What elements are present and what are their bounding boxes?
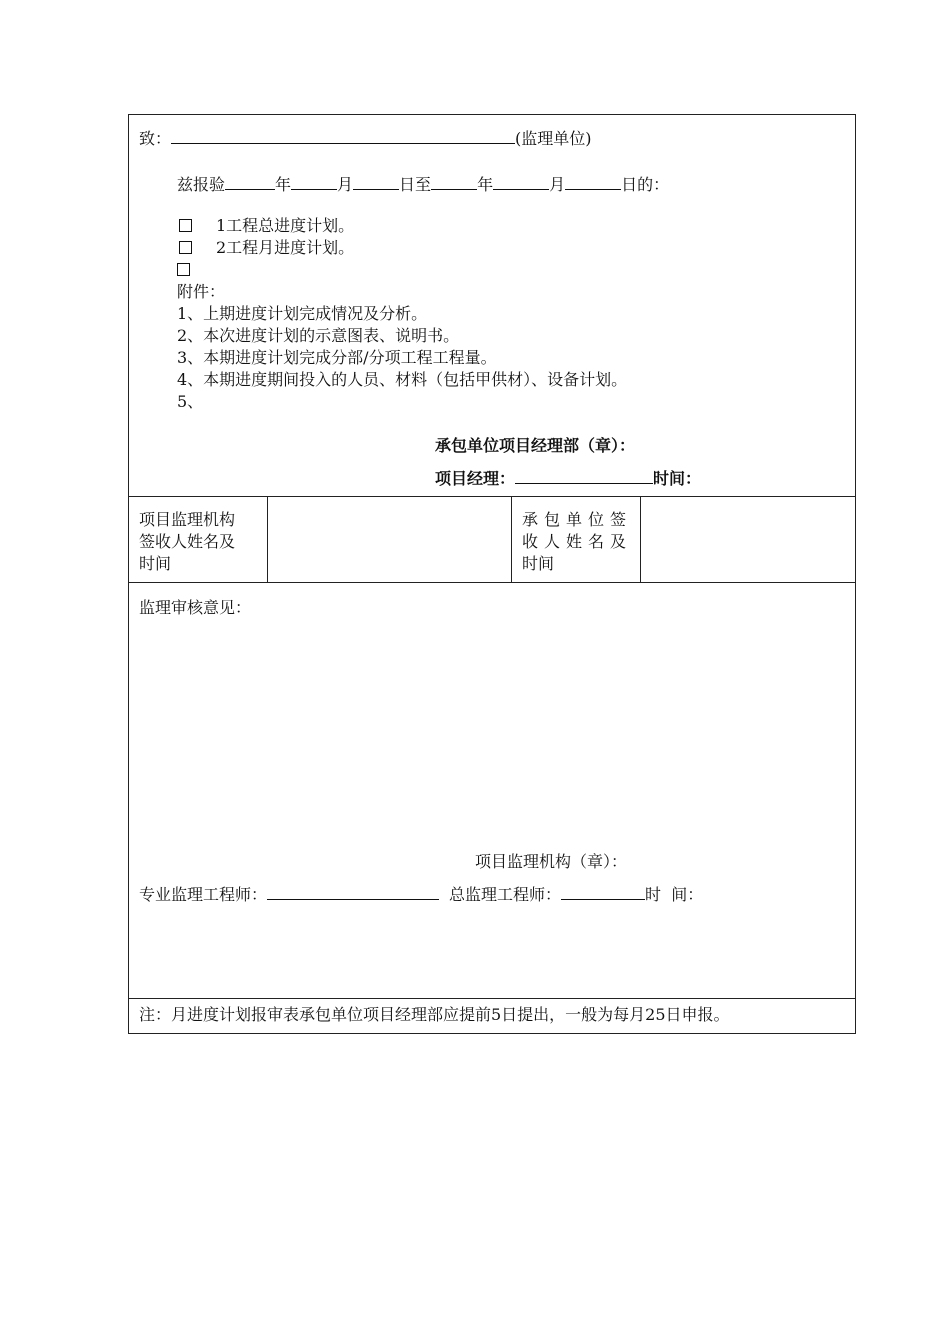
signature-line: 专业监理工程师： 总监理工程师： 时 间：	[139, 885, 704, 904]
checkbox-icon[interactable]	[177, 263, 190, 276]
to-label: 致：	[139, 129, 172, 148]
org-stamp-label: 项目监理机构（章）：	[475, 852, 628, 871]
note-section	[129, 999, 855, 1033]
to-suffix: (监理单位)	[515, 129, 592, 148]
option-total-plan[interactable]: 1工程总进度计划。	[179, 215, 354, 237]
project-manager-field[interactable]	[515, 467, 653, 484]
report-period-line: 兹报验 年 月 日至 年 月 日的：	[177, 175, 670, 194]
from-day-field[interactable]	[353, 173, 399, 190]
review-title: 监理审核意见：	[139, 598, 252, 617]
specialist-engineer-field[interactable]	[267, 883, 439, 900]
supervision-receiver-field[interactable]	[268, 497, 512, 582]
contractor-receiver-field[interactable]	[641, 497, 855, 582]
contractor-receiver-label: 承包单位签 收人姓名及 时间	[512, 497, 641, 582]
from-year-field[interactable]	[225, 173, 275, 190]
to-month-field[interactable]	[493, 173, 549, 190]
supervision-unit-field[interactable]	[171, 127, 515, 144]
attachment-item: 5、	[177, 392, 204, 411]
attachment-item: 3、本期进度计划完成分部/分项工程工程量。	[177, 348, 497, 367]
from-month-field[interactable]	[291, 173, 337, 190]
checkbox-icon[interactable]	[179, 241, 192, 254]
footnote: 注：月进度计划报审表承包单位项目经理部应提前5日提出，一般为每月25日申报。	[139, 1005, 730, 1024]
to-year-field[interactable]	[431, 173, 477, 190]
attachment-item: 2、本次进度计划的示意图表、说明书。	[177, 326, 460, 345]
attachment-item: 4、本期进度期间投入的人员、材料（包括甲供材）、设备计划。	[177, 370, 628, 389]
checkbox-icon[interactable]	[179, 219, 192, 232]
option-monthly-plan[interactable]: 2工程月进度计划。	[179, 237, 354, 259]
attachment-item: 1、上期进度计划完成情况及分析。	[177, 304, 428, 323]
progress-plan-form	[128, 114, 856, 1034]
to-day-field[interactable]	[565, 173, 621, 190]
review-section	[129, 583, 855, 999]
option-blank[interactable]	[177, 259, 190, 281]
submission-section	[129, 115, 855, 497]
chief-engineer-field[interactable]	[561, 883, 645, 900]
review-opinion-area[interactable]	[139, 627, 839, 837]
pm-line: 项目经理： 时间：	[435, 469, 702, 488]
signoff-row	[129, 497, 855, 583]
attachments-title: 附件：	[177, 282, 226, 301]
contractor-stamp-label: 承包单位项目经理部（章）：	[435, 436, 636, 455]
supervision-receiver-label: 项目监理机构 签收人姓名及 时间	[129, 497, 268, 582]
